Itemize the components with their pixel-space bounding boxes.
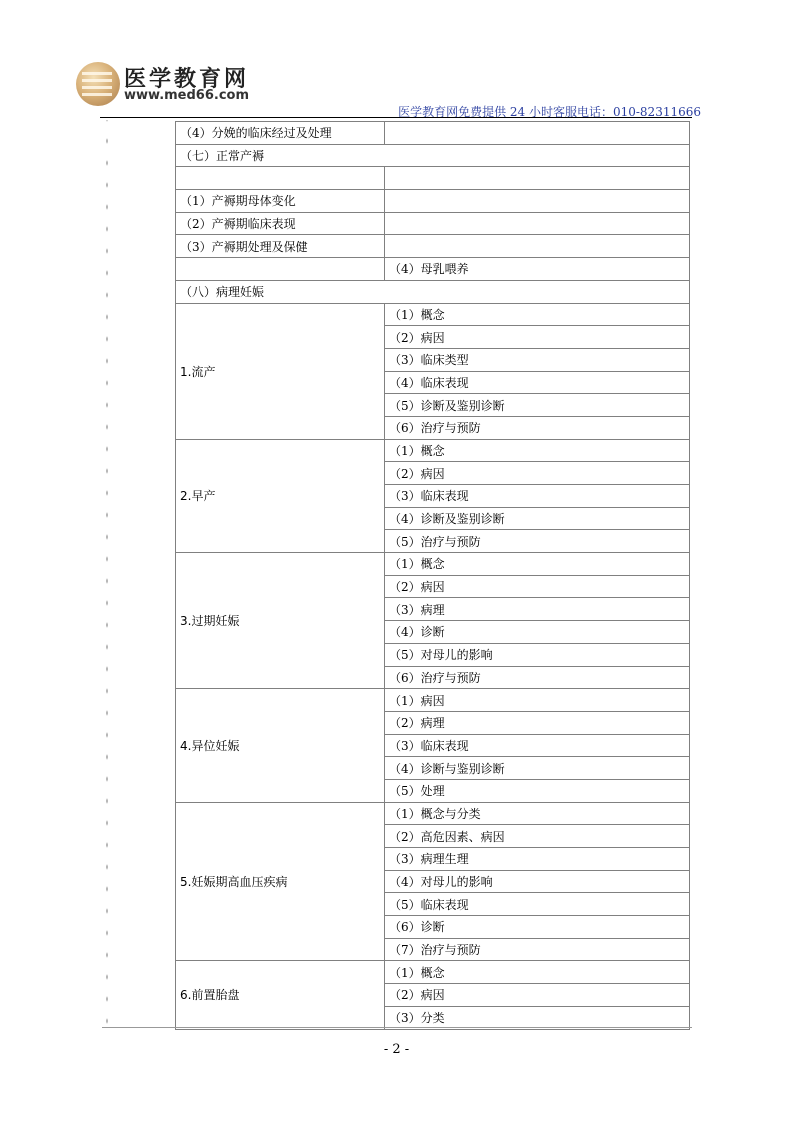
subtopic-item: （3）临床类型: [385, 348, 690, 371]
topic-name: 流产: [191, 364, 216, 379]
table-row: [176, 553, 690, 576]
outline-cell: （3）产褥期处理及保健: [176, 235, 385, 258]
subtopic-item: （4）诊断及鉴别诊断: [385, 507, 690, 530]
topic-number: 6.: [180, 988, 192, 1003]
topic-number: 4.: [180, 738, 192, 753]
topic-number: 5.: [180, 875, 192, 890]
outline-cell: [176, 258, 385, 281]
topic-title: [176, 303, 385, 439]
subtopic-item: （5）治疗与预防: [385, 530, 690, 553]
subtopic-item: （5）诊断及鉴别诊断: [385, 394, 690, 417]
subtopic-item: （1）概念: [385, 961, 690, 984]
subtopic-item: （1）概念: [385, 439, 690, 462]
footer-rule: [102, 1027, 692, 1028]
outline-cell: （4）母乳喂养: [385, 258, 690, 281]
subtopic-item: （3）病理: [385, 598, 690, 621]
subtopic-item: （5）临床表现: [385, 893, 690, 916]
header-rule: [100, 117, 692, 118]
table-row: [176, 280, 690, 303]
topic-title: [176, 553, 385, 689]
section-heading: （七）正常产褥: [176, 144, 690, 167]
topic-name: 妊娠期高血压疾病: [191, 875, 288, 890]
topic-title: [176, 961, 385, 1029]
topic-number: 1.: [180, 364, 192, 379]
table-row: [176, 802, 690, 825]
table-row: [176, 439, 690, 462]
subtopic-item: （1）概念: [385, 303, 690, 326]
subtopic-item: （2）高危因素、病因: [385, 825, 690, 848]
subtopic-item: （3）病理生理: [385, 848, 690, 871]
subtopic-item: （1）概念: [385, 553, 690, 576]
subtopic-item: （1）概念与分类: [385, 802, 690, 825]
topic-title: [176, 439, 385, 552]
syllabus-outline-table: [175, 121, 690, 1030]
subtopic-item: （2）病因: [385, 575, 690, 598]
table-row: [176, 144, 690, 167]
outline-cell: [176, 167, 385, 190]
outline-cell: （2）产褥期临床表现: [176, 212, 385, 235]
topic-name: 早产: [191, 489, 216, 504]
topic-name: 前置胎盘: [191, 988, 240, 1003]
subtopic-item: （2）病理: [385, 711, 690, 734]
table-row: [176, 190, 690, 213]
table-row: [176, 258, 690, 281]
topic-name: 过期妊娠: [191, 614, 240, 629]
table-row: [176, 303, 690, 326]
table-row: [176, 122, 690, 145]
outline-cell: [385, 167, 690, 190]
subtopic-item: （6）诊断: [385, 916, 690, 939]
table-row: [176, 689, 690, 712]
subtopic-item: （2）病因: [385, 326, 690, 349]
subtopic-item: （3）临床表现: [385, 485, 690, 508]
logo-title: 医学教育网: [124, 67, 250, 92]
topic-title: [176, 689, 385, 802]
table-row: [176, 961, 690, 984]
site-logo[interactable]: [76, 60, 256, 110]
table-row: [176, 167, 690, 190]
subtopic-item: （2）病因: [385, 984, 690, 1007]
subtopic-item: （4）诊断与鉴别诊断: [385, 757, 690, 780]
topic-number: 3.: [180, 614, 192, 629]
subtopic-item: （5）处理: [385, 779, 690, 802]
margin-dots: [100, 120, 108, 1025]
table-row: [176, 212, 690, 235]
topic-name: 异位妊娠: [191, 738, 240, 753]
subtopic-item: （5）对母儿的影响: [385, 643, 690, 666]
subtopic-item: （3）临床表现: [385, 734, 690, 757]
outline-cell: [385, 190, 690, 213]
outline-cell: [385, 212, 690, 235]
subtopic-item: （4）对母儿的影响: [385, 870, 690, 893]
outline-cell: [385, 235, 690, 258]
subtopic-item: （6）治疗与预防: [385, 666, 690, 689]
table-row: [176, 235, 690, 258]
outline-cell: （4）分娩的临床经过及处理: [176, 122, 385, 145]
outline-cell: [385, 122, 690, 145]
subtopic-item: （1）病因: [385, 689, 690, 712]
outline-cell: （1）产褥期母体变化: [176, 190, 385, 213]
subtopic-item: （4）诊断: [385, 621, 690, 644]
logo-emblem: [76, 62, 120, 106]
page-number: - 2 -: [383, 1042, 410, 1057]
subtopic-item: （6）治疗与预防: [385, 416, 690, 439]
topic-title: [176, 802, 385, 961]
subtopic-item: （7）治疗与预防: [385, 938, 690, 961]
header-service-notice: 医学教育网免费提供 24 小时客服电话：010-82311666: [398, 105, 701, 119]
section-heading: （八）病理妊娠: [176, 280, 690, 303]
subtopic-item: （2）病因: [385, 462, 690, 485]
topic-number: 2.: [180, 489, 192, 504]
subtopic-item: （4）临床表现: [385, 371, 690, 394]
subtopic-item: （3）分类: [385, 1006, 690, 1029]
logo-url[interactable]: www.med66.com: [124, 88, 250, 103]
